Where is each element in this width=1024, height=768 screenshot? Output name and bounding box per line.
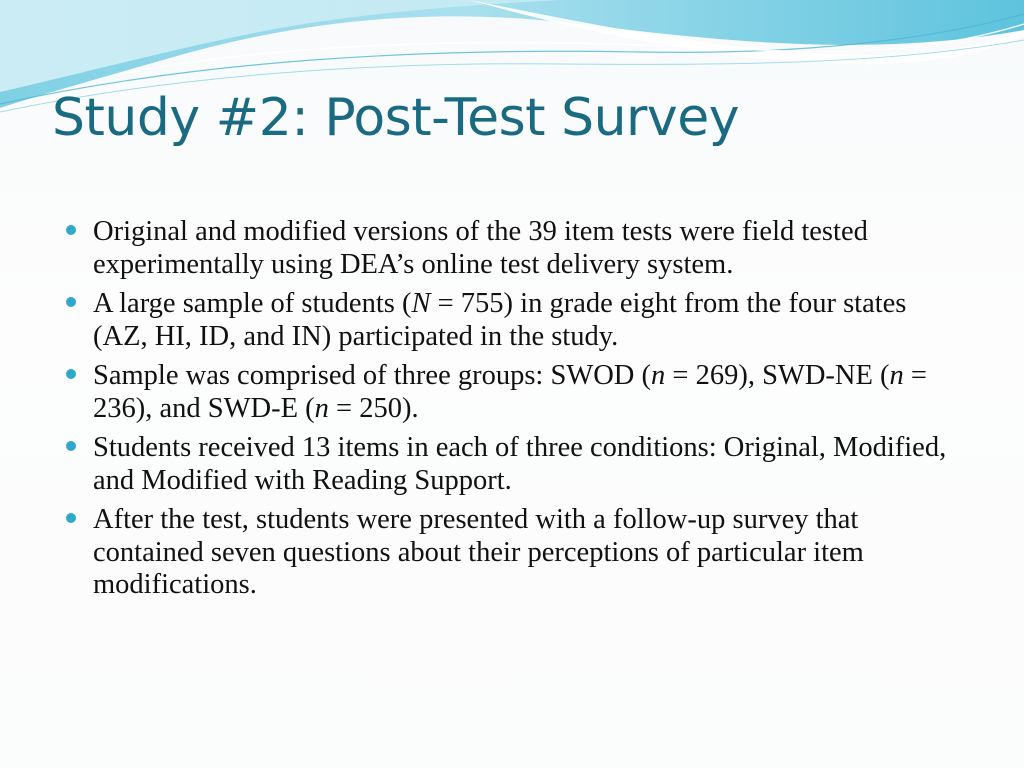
bullet-text: After the test, students were presented with a follow-up survey that contained seven questions about their perceptions of particular item modifications.: [93, 504, 864, 600]
bullet-dot-icon: [66, 225, 76, 235]
bullet-item: [66, 288, 966, 353]
bullet-item: [66, 432, 966, 497]
bullet-text: Students received 13 items in each of three conditions: Original, Modified, and Modified with Reading Support.: [93, 432, 947, 496]
slide-title: Study #2: Post-Test Survey: [52, 88, 739, 148]
bullet-dot-icon: [66, 369, 76, 379]
bullet-item: [66, 360, 966, 425]
bullet-text: Original and modified versions of the 39 item tests were field tested experimentally using DEA’s online test delivery system.: [93, 216, 868, 280]
bullet-text: Sample was comprised of three groups: SWOD (n = 269), SWD-NE (n = 236), and SWD-E (n = 250).: [93, 360, 927, 424]
bullet-dot-icon: [66, 513, 76, 523]
bullet-list: [66, 216, 966, 609]
bullet-item: [66, 504, 966, 602]
bullet-dot-icon: [66, 441, 76, 451]
bullet-text: A large sample of students (N = 755) in grade eight from the four states (AZ, HI, ID, and IN) participated in the study.: [93, 288, 907, 352]
bullet-item: [66, 216, 966, 281]
bullet-dot-icon: [66, 297, 76, 307]
